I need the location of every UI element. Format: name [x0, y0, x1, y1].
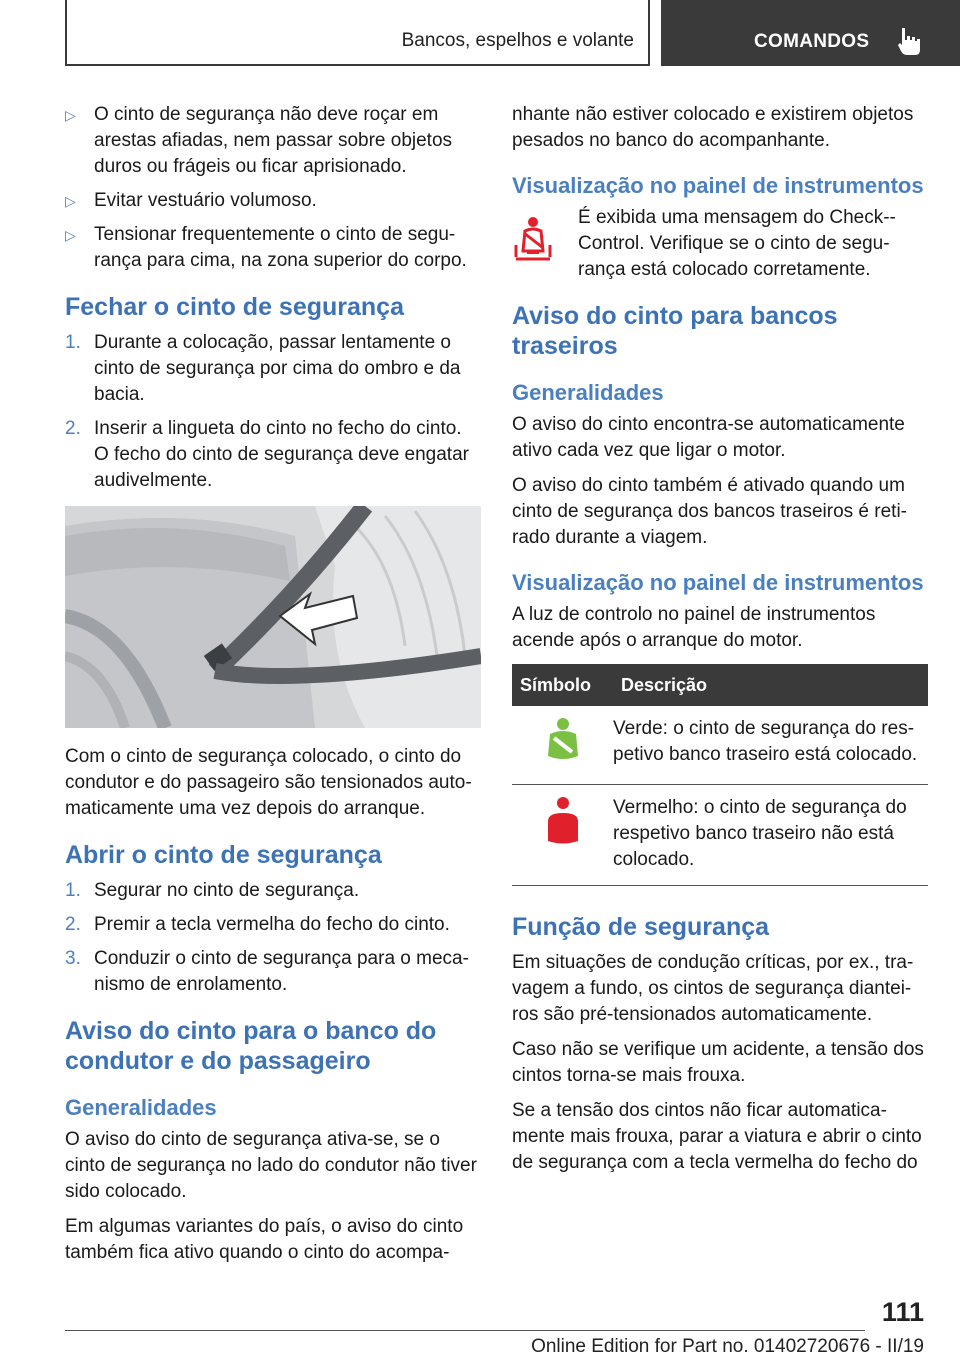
paragraph: A luz de controlo no painel de instrumentos acende após o arranque do motor. — [512, 604, 876, 651]
page-header — [65, 0, 960, 66]
heading-fechar: Fechar o cinto de segurança — [65, 293, 404, 321]
step-number: 2. — [65, 914, 81, 935]
pointing-hand-icon — [897, 26, 921, 56]
triangle-bullet-icon: ▷ — [65, 227, 76, 243]
paragraph: O aviso do cinto encontra-se automaticamente ativo cada vez que ligar o motor. — [512, 414, 905, 461]
bullet-text: Tensionar frequentemente o cinto de segu‐rança para cima, na zona superior do corpo. — [94, 224, 467, 271]
page-number: 111 — [881, 1297, 924, 1327]
list-item — [65, 946, 481, 998]
triangle-bullet-icon: ▷ — [65, 193, 76, 209]
step-number: 1. — [65, 880, 81, 901]
subheading-visualizacao: Visualização no painel de instrumentos — [512, 570, 924, 595]
left-column — [65, 102, 481, 1275]
table-header-symbol: Símbolo — [512, 664, 613, 706]
step-text: Inserir a lingueta do cinto no fecho do cinto. O fecho do cinto de segurança deve engatar audivelmente. — [94, 418, 469, 491]
paragraph: Caso não se verifique um acidente, a tensão dos cintos torna-se mais frouxa. — [512, 1039, 924, 1086]
seatbelt-green-icon — [542, 716, 584, 764]
heading-funcao: Função de segurança — [512, 913, 770, 941]
symbol-cell — [512, 706, 613, 785]
step-text: Segurar no cinto de segurança. — [94, 880, 360, 901]
step-text: Conduzir o cinto de segurança para o meca‐nismo de enrolamento. — [94, 948, 469, 995]
table-header-row — [512, 664, 928, 706]
seatbelt-buckle-illustration — [65, 506, 481, 728]
list-item — [65, 222, 481, 274]
paragraph: nhante não estiver colocado e existirem objetos pesados no banco do acompanhante. — [512, 104, 914, 151]
subheading-visualizacao: Visualização no painel de instrumentos — [512, 173, 924, 198]
paragraph: É exibida uma mensagem do Check-‐Control. Verifique se o cinto de segu‐rança está colocado corretamente. — [578, 207, 896, 280]
symbol-cell — [512, 785, 613, 886]
list-item — [65, 188, 481, 214]
warning-message-row — [512, 205, 928, 283]
heading-abrir: Abrir o cinto de segurança — [65, 841, 382, 869]
paragraph: O aviso do cinto também é ativado quando um cinto de segurança dos bancos traseiros é reti‐rado durante a viagem. — [512, 475, 907, 548]
list-item — [65, 330, 481, 408]
list-item — [65, 102, 481, 180]
right-column — [512, 102, 928, 1185]
step-text: Premir a tecla vermelha do fecho do cinto. — [94, 914, 450, 935]
subheading-generalidades: Generalidades — [512, 380, 664, 405]
seat-red-icon — [542, 795, 584, 847]
bullet-text: O cinto de segurança não deve roçar em arestas afiadas, nem passar sobre objetos duros ou frágeis ou ficar aprisionado. — [94, 104, 453, 177]
table-row — [512, 785, 928, 886]
section-tab — [65, 0, 650, 66]
step-number: 3. — [65, 948, 81, 969]
bullet-text: Evitar vestuário volumoso. — [94, 190, 317, 211]
heading-aviso-traseiros: Aviso do cinto para bancos traseiros — [512, 302, 838, 360]
heading-aviso-condutor: Aviso do cinto para o banco do condutor e do passageiro — [65, 1017, 437, 1075]
step-number: 1. — [65, 332, 81, 353]
chapter-title: COMANDOS — [754, 31, 870, 52]
section-title: Bancos, espelhos e volante — [401, 30, 634, 51]
paragraph: O aviso do cinto de segurança ativa-se, se o cinto de segurança no lado do condutor não tiver sido colocado. — [65, 1129, 477, 1202]
description-cell: Verde: o cinto de segurança do res‐petivo banco traseiro está colocado. — [613, 706, 928, 785]
paragraph: Em situações de condução críticas, por ex., tra‐vagem a fundo, os cintos de segurança diantei‐ros são pré-tensionados automaticamente. — [512, 952, 914, 1025]
description-cell: Vermelho: o cinto de segurança do respetivo banco traseiro não está colocado. — [613, 785, 928, 886]
paragraph: Se a tensão dos cintos não ficar automatica‐mente mais frouxa, parar a viatura e abrir o cinto de segurança com a tecla vermelha do fecho do — [512, 1100, 922, 1173]
chapter-tab — [661, 0, 960, 66]
table-header-description: Descrição — [613, 664, 928, 706]
list-item — [65, 878, 481, 904]
list-item — [65, 416, 481, 494]
edition-text: Online Edition for Part no. 01402720676 - II/19 — [531, 1336, 924, 1357]
paragraph: Com o cinto de segurança colocado, o cinto do condutor e do passageiro são tensionados auto‐maticamente uma vez depois do arranque. — [65, 746, 472, 819]
symbol-table — [512, 664, 928, 886]
triangle-bullet-icon: ▷ — [65, 107, 76, 123]
list-item — [65, 912, 481, 938]
footer-rule — [65, 1330, 865, 1331]
paragraph: Em algumas variantes do país, o aviso do cinto também fica ativo quando o cinto do acompa‐ — [65, 1216, 464, 1263]
subheading-generalidades: Generalidades — [65, 1095, 217, 1120]
seatbelt-warning-red-icon — [512, 215, 554, 263]
step-number: 2. — [65, 418, 81, 439]
table-row — [512, 706, 928, 785]
step-text: Durante a colocação, passar lentamente o cinto de segurança por cima do ombro e da bacia. — [94, 332, 461, 405]
seat-illustration-image — [65, 506, 481, 728]
